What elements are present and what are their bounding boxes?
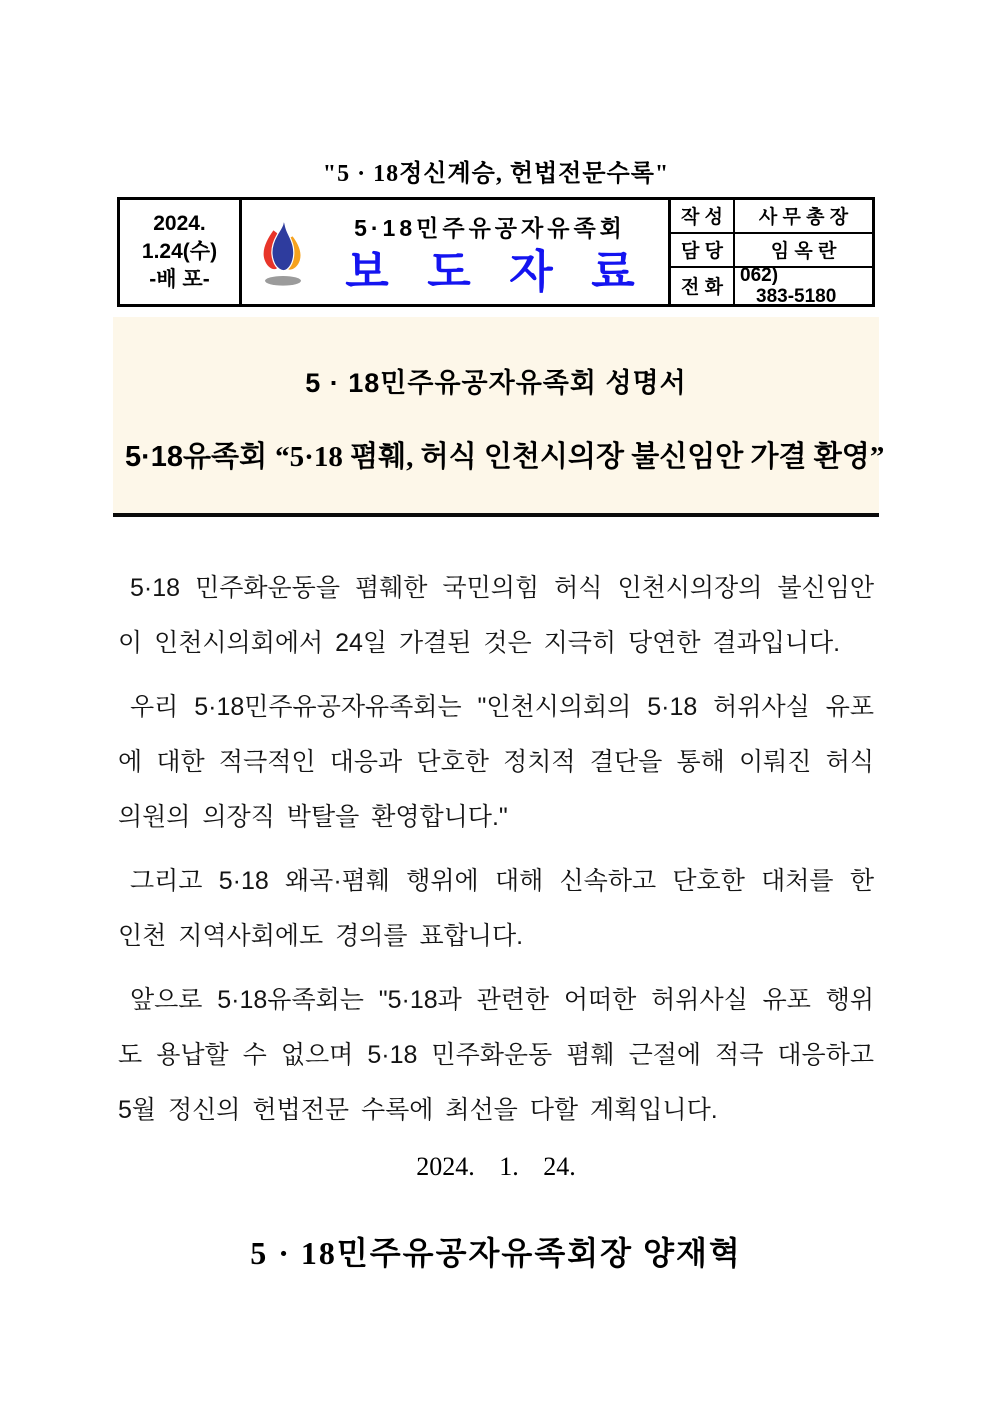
paragraph-2: 우리 5·18민주유공자유족회는 "인천시의회의 5·18 허위사실 유포에 대한 적극적인 대응과 단호한 정치적 결단을 통해 이뤄진 허식 의원의 의장직 박탈을 환영합니다." — [118, 693, 874, 831]
statement-subtitle-org: 5·18유족회 — [125, 441, 268, 473]
phone-label: 전 화 — [671, 268, 735, 305]
statement-title-box — [113, 317, 885, 517]
phone-number: 383-5180 — [756, 285, 837, 307]
flame-logo-icon — [253, 205, 313, 299]
press-release-title: 보 도 자 료 — [345, 246, 635, 297]
manager-value: 임 옥 란 — [770, 241, 837, 263]
statement-heading: 5 · 18민주유공자유족회 성명서 — [305, 368, 687, 398]
phone-value — [735, 264, 872, 307]
contact-info-table — [668, 200, 872, 307]
statement-subtitle — [125, 434, 885, 475]
org-name-text: 5·18민주유공자유족회 — [354, 215, 626, 241]
header-table — [117, 197, 875, 307]
release-date-day: 1.24(수) — [141, 240, 218, 263]
paragraph-1: 5·18 민주화운동을 폄훼한 국민의힘 허식 인천시의장의 불신임안이 인천시의회에서 24일 가결된 것은 지극히 당연한 결과입니다. — [118, 574, 874, 657]
paragraph-4: 앞으로 5·18유족회는 "5·18과 관련한 어떠한 허위사실 유포 행위도 용납할 수 없으며 5·18 민주화운동 폄훼 근절에 적극 대응하고 5월 정신의 헌법전문 수록에 최선을 다할 계획입니다. — [118, 986, 874, 1124]
release-date-cell — [120, 200, 242, 304]
writer-label: 작 성 — [671, 200, 735, 232]
header-title-block — [318, 210, 662, 297]
manager-label: 담 당 — [671, 234, 735, 266]
statement-body — [118, 561, 874, 1274]
info-row-manager — [671, 234, 872, 268]
info-row-phone — [671, 264, 872, 307]
phone-area-code: 062) — [740, 264, 779, 286]
paragraph-3: 그리고 5·18 왜곡·폄훼 행위에 대해 신속하고 단호한 대처를 한 인천 지역사회에도 경의를 표합니다. — [118, 867, 874, 950]
statement-date: 2024. 1. 24. — [416, 1152, 576, 1181]
release-date-year: 2024. — [153, 212, 206, 235]
logo — [248, 205, 318, 299]
slogan-text: "5 · 18정신계승, 헌법전문수록" — [322, 161, 670, 187]
release-label: -배 포- — [149, 268, 210, 291]
statement-subtitle-quote: “5·18 폄훼, 허식 인천시의장 불신임안 가결 환영” — [275, 441, 885, 473]
signature-line: 5 · 18민주유공자유족회장 양재혁 — [250, 1235, 742, 1271]
info-row-writer — [671, 200, 872, 234]
writer-value: 사 무 총 장 — [758, 207, 849, 229]
header-center-cell — [242, 200, 668, 304]
